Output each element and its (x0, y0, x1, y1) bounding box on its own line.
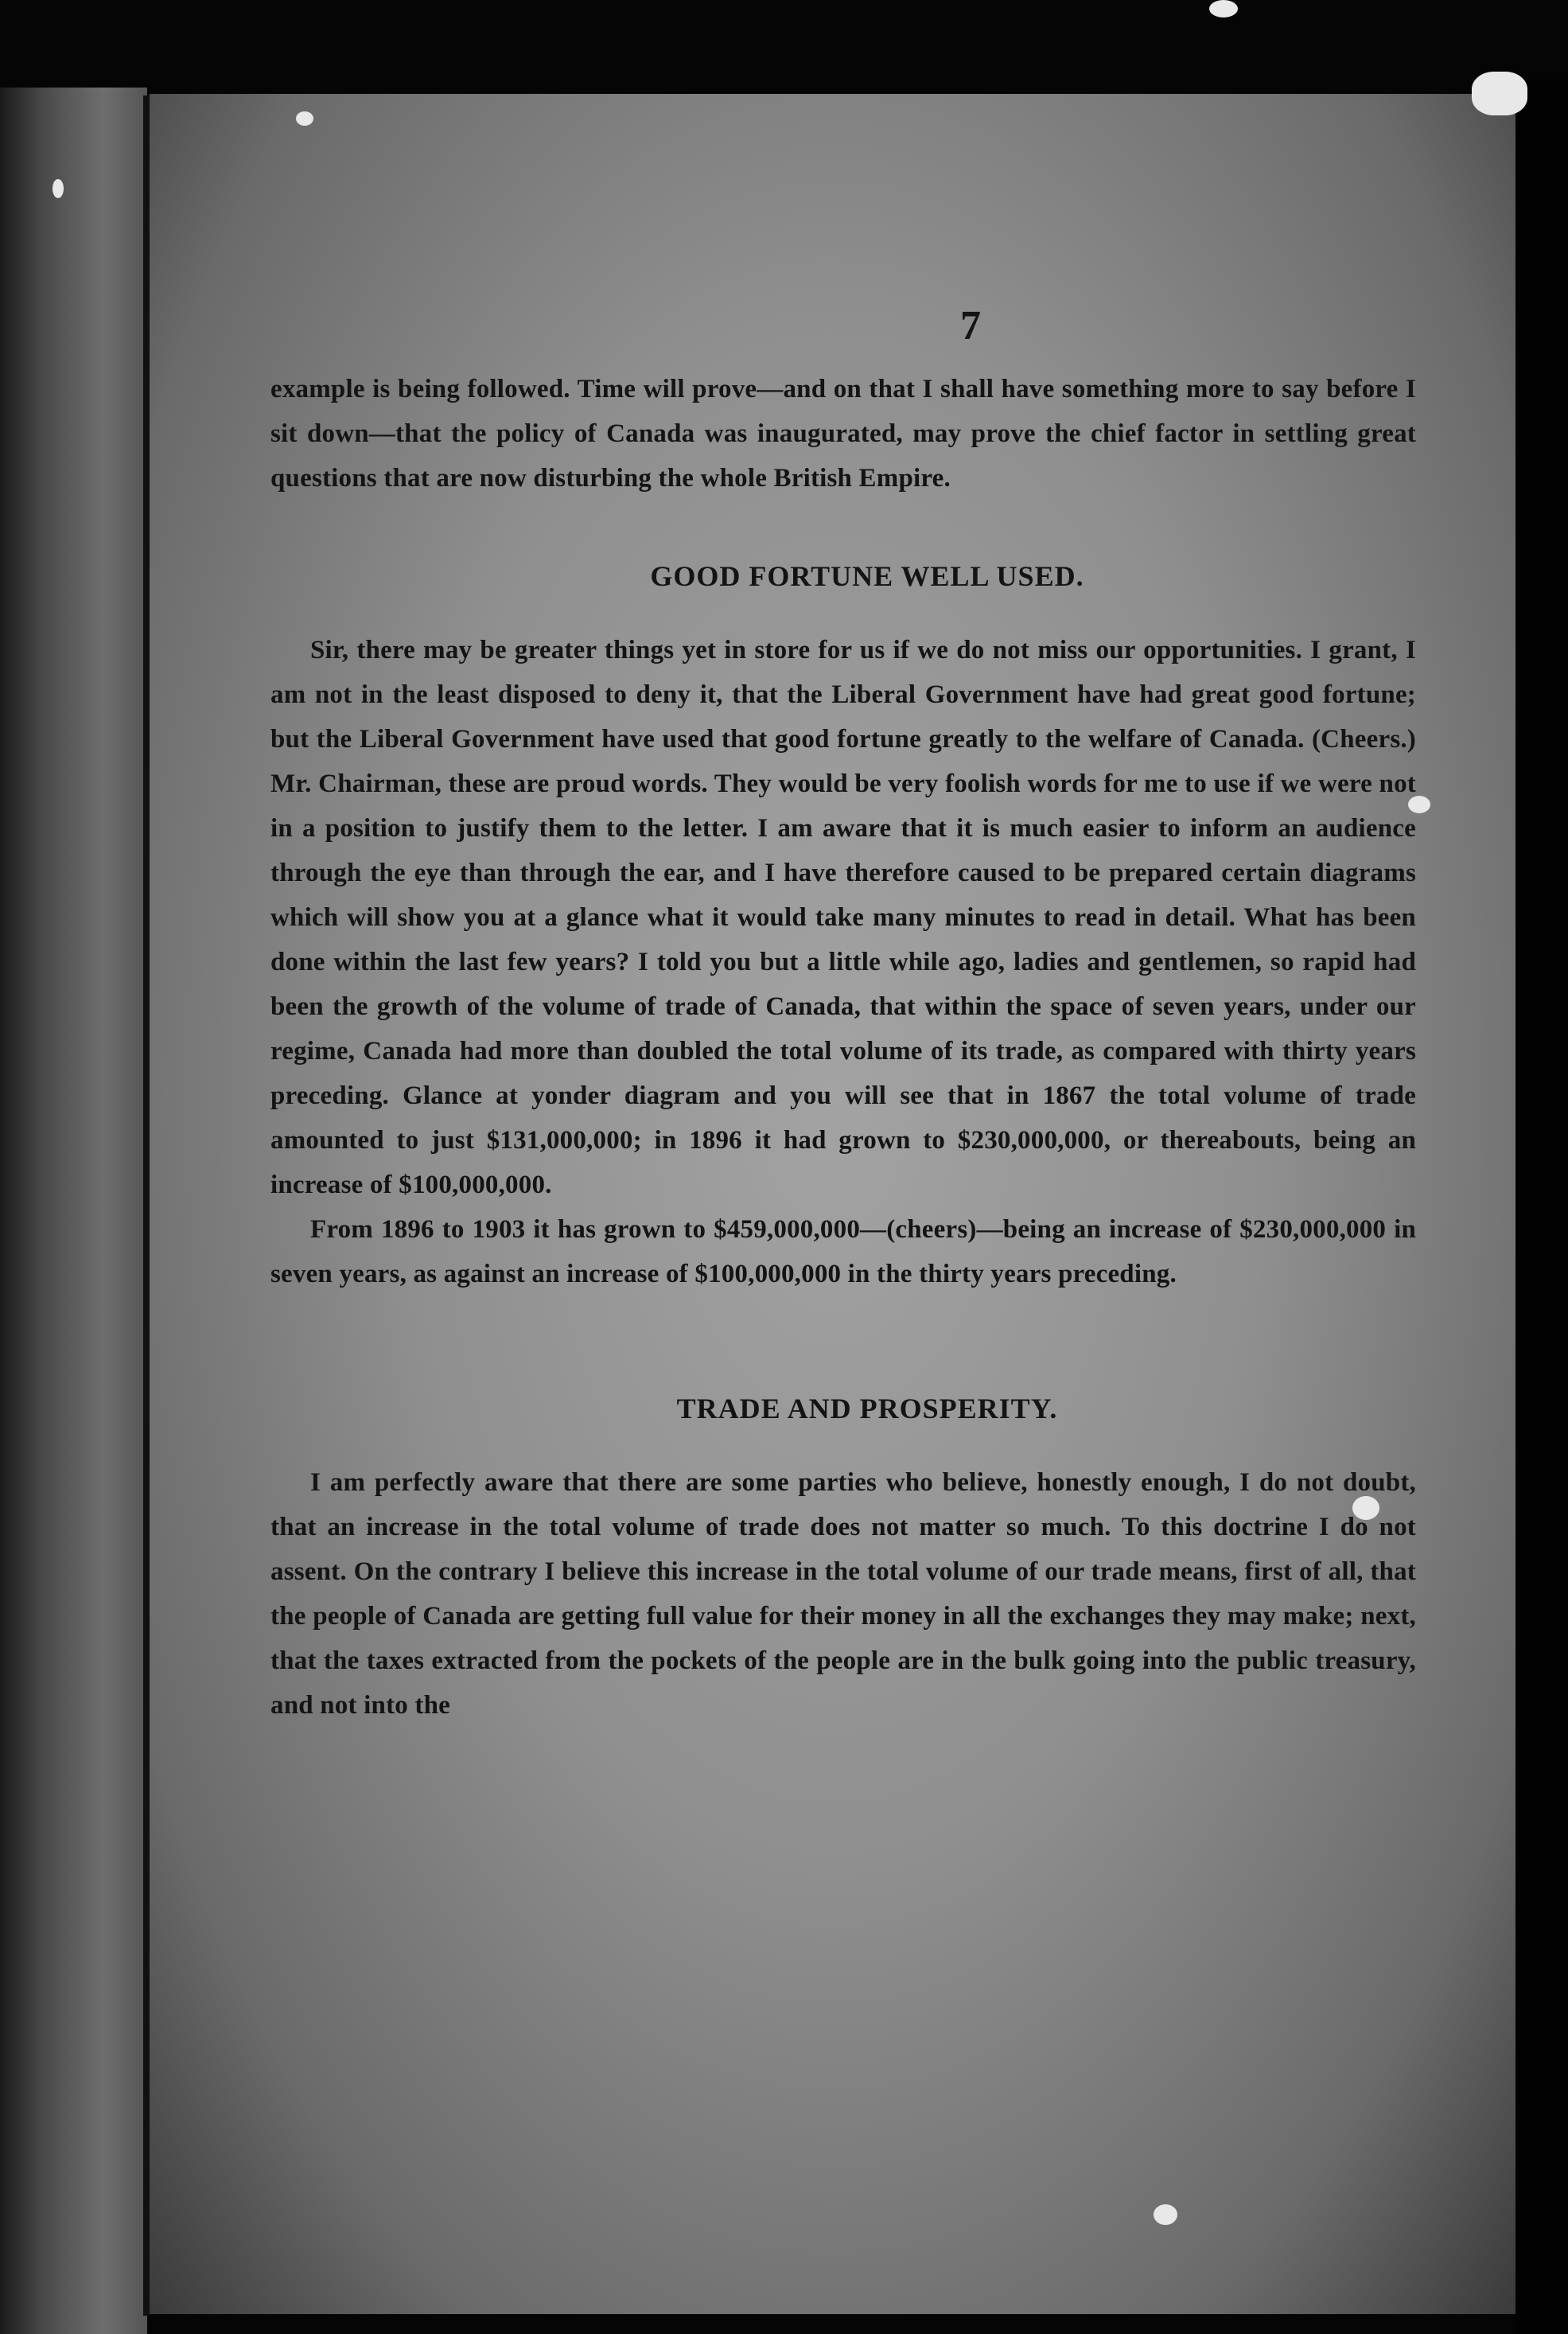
paragraph-good-fortune-1: Sir, there may be greater things yet in store for us if we do not miss our opportunities. I grant, I am not in the least disposed to deny it, that the Liberal Government have had great good fortune; but the Liberal Government have used that good fortune greatly to the welfare of Canada. (Cheers.) Mr. Chairman, these are proud words. They would be very foolish words for me to use if we were not in a position to justify them to the letter. I am aware that it is much easier to inform an audience through the eye than through the ear, and I have therefore caused to be prepared certain diagrams which will show you at a glance what it would take many minutes to read in detail. What has been done within the last few years? I told you but a little while ago, ladies and gentlemen, so rapid had been the growth of the volume of trade of Canada, that within the space of seven years, under our regime, Canada had more than doubled the total volume of its trade, as compared with thirty years preceding. Glance at yonder diagram and you will see that in 1867 the total volume of trade amounted to just $131,000,000; in 1896 it had grown to $230,000,000, or thereabouts, being an increase of $100,000,000. (270, 636, 1416, 1199)
paragraph-trade-prosperity-1: I am perfectly aware that there are some parties who believe, honestly enough, I do not doubt, that an increase in the total volume of trade does not matter so much. To this doctrine I do not assent. On the contrary I believe this increase in the total volume of our trade means, first of all, that the people of Canada are getting full value for their money in all the exchanges they may make; next, that the taxes extracted from the pockets of the people are in the bulk going into the public treasury, and not into the (270, 1468, 1416, 1720)
scan-speck (53, 179, 64, 198)
facing-page-margin (0, 88, 147, 2334)
intro-paragraph: example is being followed. Time will prove—and on that I shall have something more to say before I sit down—that the policy of Canada was inaugurated, may prove the chief factor in settling great questions that are now disturbing the whole British Empire. (270, 375, 1416, 493)
scan-speck (1209, 0, 1238, 18)
scan-speck (1154, 2204, 1177, 2225)
page-content (270, 302, 1416, 1728)
page-number: 7 (960, 303, 981, 349)
paragraph-good-fortune-2: From 1896 to 1903 it has grown to $459,000,000—(cheers)—being an increase of $230,000,000 in seven years, as against an increase of $100,000,000 in the thirty years preceding. (270, 1215, 1416, 1288)
scan-speck (296, 111, 313, 126)
scan-speck (1472, 72, 1527, 115)
section-heading-good-fortune: GOOD FORTUNE WELL USED. (650, 560, 1084, 592)
section-heading-trade-prosperity: TRADE AND PROSPERITY. (676, 1393, 1058, 1424)
page-fold-line (143, 95, 150, 2316)
right-scan-edge (1515, 80, 1568, 2334)
